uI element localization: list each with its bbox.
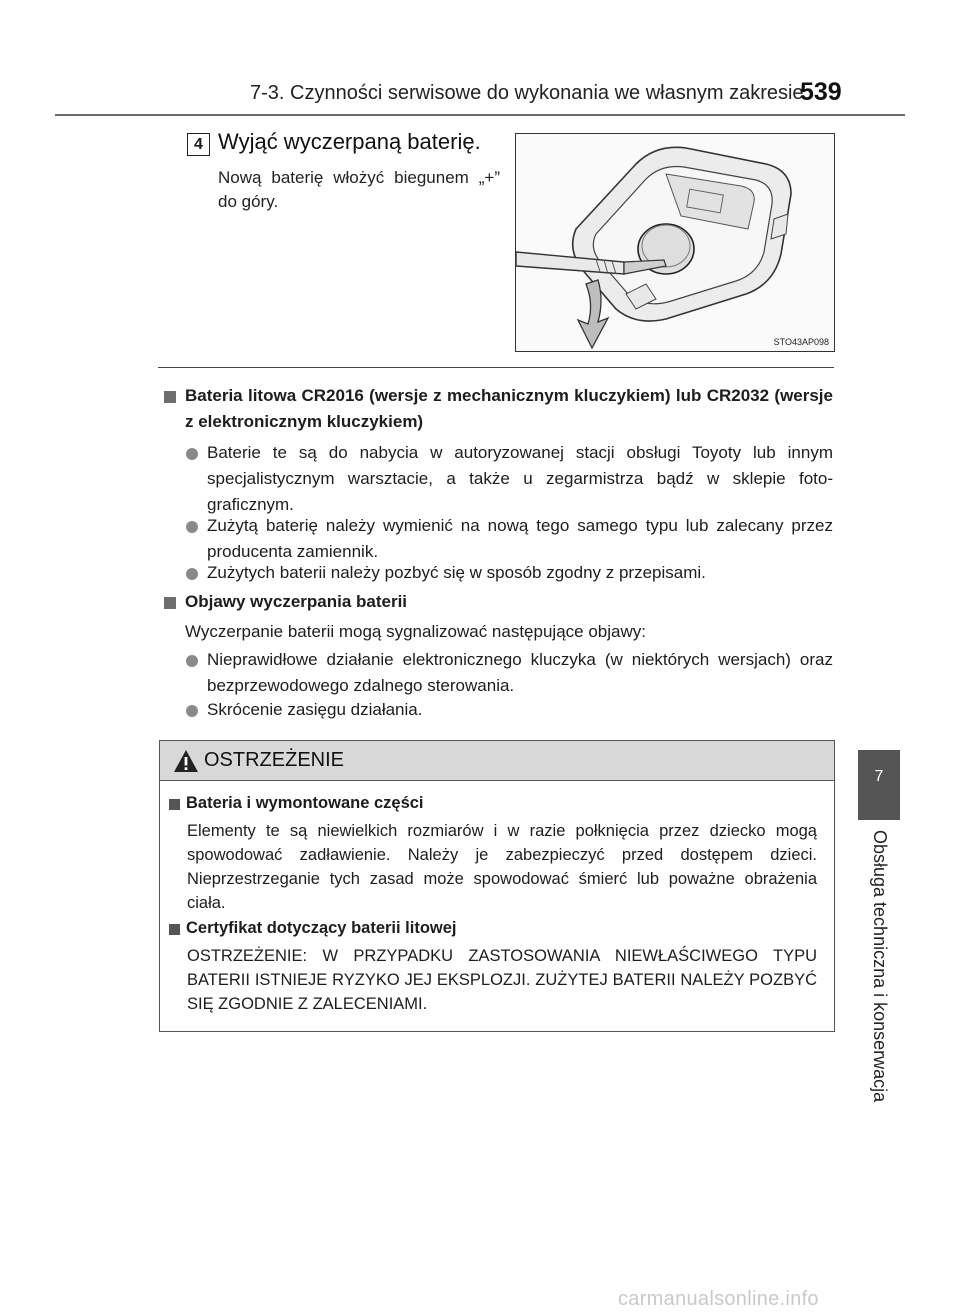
square-bullet-icon bbox=[164, 391, 176, 403]
warning-header bbox=[160, 741, 834, 781]
battery-removal-illustration bbox=[515, 133, 835, 352]
section-separator bbox=[158, 367, 834, 368]
bullet-text: Baterie te są do nabycia w autoryzowanej stacji obsługi Toyoty lub innym specjalistycznym warsztacie, a także u zegarmistrza bądź w sklepie foto-graficznym. bbox=[207, 443, 833, 514]
bullet-text: Nieprawidłowe działanie elektronicznego kluczyka (w niektórych wersjach) oraz bezprzewodowego zdalnego sterowania. bbox=[207, 650, 833, 695]
square-bullet-icon bbox=[169, 924, 180, 935]
header-rule bbox=[55, 114, 905, 116]
bullet-text: Skrócenie zasięgu działania. bbox=[207, 700, 423, 719]
warning-item-text: OSTRZEŻENIE: W PRZYPADKU ZASTOSOWANIA NIEWŁAŚCIWEGO TYPU BATERII ISTNIEJE RYZYKO JEJ EKSPLOZJI. ZUŻYTEJ BATERII NALEŻY POZBYĆ SIĘ ZGODNIE Z ZALECENIAMI. bbox=[187, 947, 817, 1013]
page-number: 539 bbox=[800, 78, 842, 106]
chapter-tab bbox=[858, 750, 900, 820]
round-bullet-icon bbox=[186, 705, 198, 717]
chapter-number: 7 bbox=[874, 768, 884, 785]
warning-box bbox=[159, 740, 835, 1032]
warning-item-text: Elementy te są niewielkich rozmiarów i w razie połknięcia przez dziecko mogą spowodować zadławienie. Należy je zabezpieczyć przed dostępem dzieci. Nieprzestrzeganie tych zasad może spowodować śmierć lub poważne obrażenia ciała. bbox=[187, 822, 817, 912]
figure-code: STO43AP098 bbox=[773, 337, 829, 347]
square-bullet-icon bbox=[169, 799, 180, 810]
chapter-title-vertical: Obsługa techniczna i konserwacja bbox=[870, 830, 890, 1103]
step-note: Nową baterię włożyć biegunem „+” do góry. bbox=[218, 168, 500, 211]
step-title: Wyjąć wyczerpaną baterię. bbox=[218, 129, 481, 154]
warning-title: OSTRZEŻENIE bbox=[204, 749, 345, 771]
round-bullet-icon bbox=[186, 521, 198, 533]
bullet-text: Zużytych baterii należy pozbyć się w sposób zgodny z przepisami. bbox=[207, 563, 706, 582]
section-heading: Objawy wyczerpania baterii bbox=[185, 592, 408, 611]
warning-triangle-icon bbox=[173, 749, 199, 773]
round-bullet-icon bbox=[186, 448, 198, 460]
round-bullet-icon bbox=[186, 568, 198, 580]
square-bullet-icon bbox=[164, 597, 176, 609]
running-header: 7-3. Czynności serwisowe do wykonania we własnym zakresie bbox=[250, 82, 804, 104]
step-number-box: 4 bbox=[187, 133, 210, 156]
bullet-text: Zużytą baterię należy wymienić na nową tego samego typu lub zalecany przez producenta zamiennik. bbox=[207, 516, 833, 561]
warning-item-heading: Bateria i wymontowane części bbox=[186, 794, 424, 812]
section-heading: Bateria litowa CR2016 (wersje z mechanicznym kluczykiem) lub CR2032 (wersje z elektronicznym kluczykiem) bbox=[185, 386, 833, 431]
key-fob-drawing bbox=[516, 134, 834, 351]
warning-item-heading: Certyfikat dotyczący baterii litowej bbox=[186, 919, 457, 937]
section-intro: Wyczerpanie baterii mogą sygnalizować następujące objawy: bbox=[185, 622, 646, 641]
watermark: carmanualsonline.info bbox=[618, 1288, 819, 1310]
round-bullet-icon bbox=[186, 655, 198, 667]
